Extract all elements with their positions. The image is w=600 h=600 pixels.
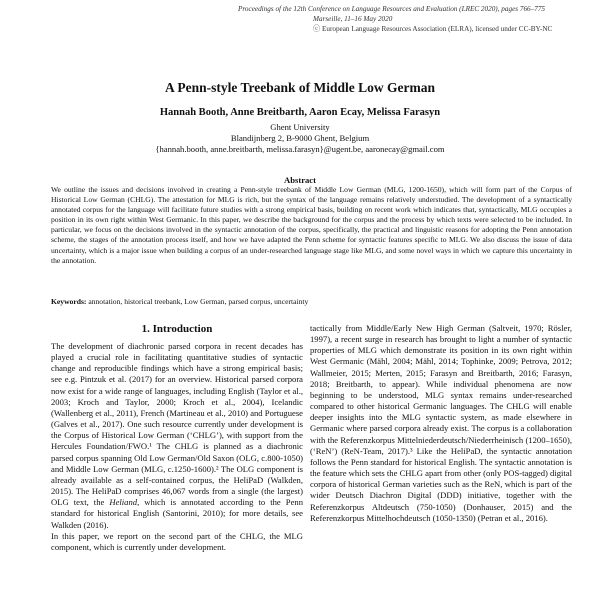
keywords-label: Keywords: (51, 297, 87, 306)
email-list: {hannah.booth, anne.breitbarth, melissa.farasyn}@ugent.be, aaronecay@gmail.com (155, 144, 445, 154)
proceedings-location: Marseille, 11–16 May 2020 (313, 14, 393, 23)
section-heading: 1. Introduction (141, 323, 213, 335)
left-column (51, 341, 303, 553)
author-list: Hannah Booth, Anne Breitbarth, Aaron Ecay, Melissa Farasyn (159, 107, 441, 118)
heliand-title: Heliand (109, 497, 138, 508)
proceedings-header (238, 5, 568, 34)
proceedings-line: Proceedings of the 12th Conference on Language Resources and Evaluation (LREC 2020), pages 766–775 (238, 5, 546, 13)
abstract-heading: Abstract (284, 175, 316, 185)
paper-title: A Penn-style Treebank of Middle Low German (165, 80, 435, 95)
right-column-paragraph: tactically from Middle/Early New High German (Saltveit, 1970; Rösler, 1997), a recent surge in research has brought to light a number of syntactic properties of MLG which demonstrate its position in its own right within West Germanic (Mähl, 2004; Mähl, 2014; Tophinke, 2009; Petrova, 2012; Wallmeier, 2015; Merten, 2015; Farasyn and Breitbarth, 2016; Farasyn, 2018; Breitbarth, to appear). While individual phenomena are now beginning to be understood, MLG syntax remains under-researched compared to other historical Germanic languages. The CHLG will enable deeper insights into the MLG syntactic system, as made elsewhere in Germanic where parsed corpora already exist. The corpus is a collaboration with the Referenzkorpus Mittelniederdeutsch/Niederrheinisch (1200–1650), (‘ReN’) (ReN-Team, 2017).³ Like the HeliPaD, the syntactic annotation follows the Penn standard for historical English. The syntactic annotation is the feature which sets the CHLG apart from other (only POS-tagged) digital corpora of historical German varieties such as the ReN, which is part of the wider Deutsch Diachron Digital (DDD) initiative, together with the Referenzkorpus Altdeutsch (750-1050) (Donhauser, 2015) and the Referenzkorpus Mittelhochdeutsch (1050-1350) (Petran et al., 2016). (310, 323, 572, 523)
keywords-line (51, 297, 572, 307)
address: Blandijnberg 2, B-9000 Ghent, Belgium (230, 133, 370, 143)
right-column (310, 323, 572, 524)
intro-text-tail: , which is annotated according to the Penn standard for historical English (Santorini, 2010); for more details, see Walkden (2016). (51, 497, 303, 530)
abstract-text: We outline the issues and decisions involved in creating a Penn-style treebank of Middle Low German (MLG, 1200-1650), which will form part of the Corpus of Historical Low German (CHLG). The attestation for MLG is rich, but the syntax of the language remains relatively understudied. The development of a syntactically annotated corpus for the language will facilitate future studies with a strong empirical basis, building on recent work which indicates that, syntactically, MLG occupies a position in its own right within West Germanic. In this paper, we describe the background for the corpus and the process by which texts were selected to be included. In particular, we focus on the decisions involved in the syntactic annotation of the corpus, specifically, the practical and linguistic reasons for adopting the Penn annotation scheme, the stages of the annotation process itself, and how we have adapted the Penn scheme for syntactic features specific to MLG. We also discuss the issue of data uncertainty, which is a major issue when building a corpus of an under-researched language stage like MLG, and some novel ways in which we capture this uncertainty in the annotation. (51, 185, 572, 265)
keywords-text: annotation, historical treebank, Low German, parsed corpus, uncertainty (88, 297, 309, 306)
institution: Ghent University (270, 122, 330, 132)
intro-text: The development of diachronic parsed corpora in recent decades has played a crucial role in facilitating quantitative studies of syntactic change and reproducible findings which have a strong empirical basis; see e.g. Pintzuk et al. (2017) for an overview. Historical parsed corpora now exist for a wide range of languages, including English (Taylor et al., 2003; Kroch and Taylor, 2000; Kroch et al., 2004), Icelandic (Wallenberg et al., 2011), French (Martineau et al., 2010) and Portuguese (Galves et al., 2017). One such resource currently under development is the Corpus of Historical Low German (‘CHLG’), with support from the Hercules Foundation/FWO.¹ The CHLG is planned as a diachronic parsed corpus spanning Old Low German/Old Saxon (OLG, c.800-1050) and Middle Low German (MLG, c.1250-1600).² The OLG component is already available as a self-contained corpus, the HeliPaD (Walkden, 2015). The HeliPaD comprises 46,067 words from a single (the largest) OLG text, the (51, 341, 303, 508)
intro-paragraph (51, 341, 303, 531)
license-line: ⓒ European Language Resources Association (ELRA), licensed under CC-BY-NC (313, 24, 553, 33)
affiliation-block (0, 122, 600, 155)
intro-paragraph-2: In this paper, we report on the second part of the CHLG, the MLG component, which is currently under development. (51, 530, 303, 552)
